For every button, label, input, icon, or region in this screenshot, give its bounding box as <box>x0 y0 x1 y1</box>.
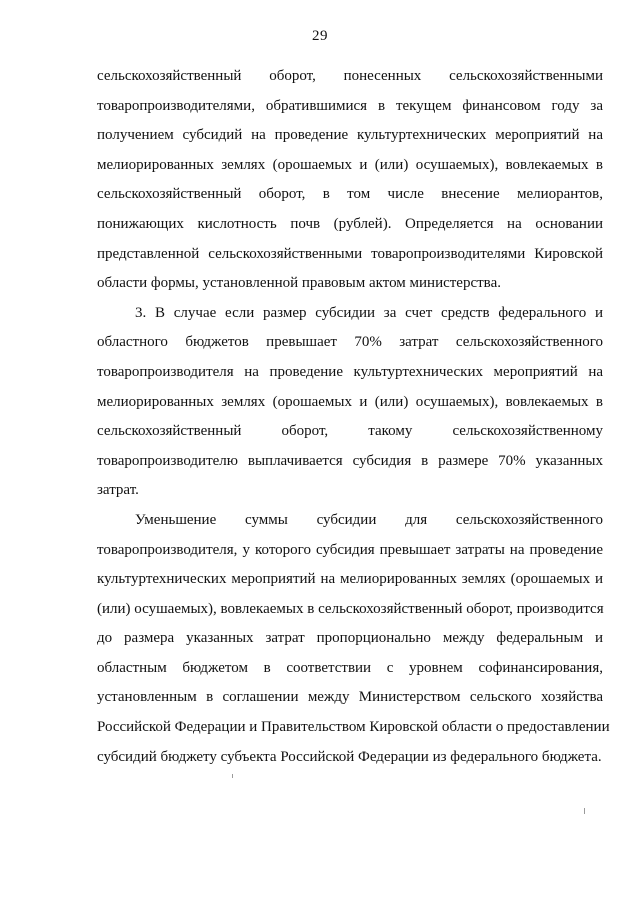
text-line: сельскохозяйственный оборот, понесенных сельскохозяйственными <box>97 68 603 84</box>
text-line: областного бюджетов превышает 70% затрат сельскохозяйственного <box>97 334 603 351</box>
text-line: товаропроизводителями, обратившимися в текущем финансовом году за <box>97 97 603 114</box>
page-number: 29 <box>312 28 328 44</box>
text-line: товаропроизводителя, у которого субсидия превышает затраты на проведение <box>97 541 603 558</box>
paragraph-clause-3 <box>97 299 603 506</box>
document-body <box>97 62 610 772</box>
text-line: представленной сельскохозяйственными товаропроизводителями Кировской <box>97 245 603 262</box>
paragraph-continuation <box>97 62 603 299</box>
text-line: затрат. <box>97 482 139 499</box>
text-line: областным бюджетом в соответствии с уровнем софинансирования, <box>97 659 603 676</box>
text-line: Российской Федерации и Правительством Кировской области о предоставлении <box>97 719 610 736</box>
text-line: сельскохозяйственный оборот, такому сельскохозяйственному <box>97 423 603 440</box>
text-line: понижающих кислотность почв (рублей). Определяется на основании <box>97 215 603 232</box>
scan-artifact <box>232 774 233 778</box>
text-line: мелиорированных землях (орошаемых и (или) осушаемых), вовлекаемых в <box>97 156 603 173</box>
text-line: (или) осушаемых), вовлекаемых в сельскохозяйственный оборот, производится <box>97 600 604 617</box>
text-line: субсидий бюджету субъекта Российской Федерации из федерального бюджета. <box>97 748 602 765</box>
text-line: до размера указанных затрат пропорционально между федеральным и <box>97 630 603 647</box>
text-line: товаропроизводителя на проведение культуртехнических мероприятий на <box>97 363 603 380</box>
text-line: сельскохозяйственный оборот, в том числе внесение мелиорантов, <box>97 186 603 203</box>
text-line: Уменьшение суммы субсидии для сельскохозяйственного <box>135 511 603 528</box>
scan-artifact <box>584 808 585 814</box>
text-line: области формы, установленной правовым актом министерства. <box>97 275 501 292</box>
text-line: товаропроизводителю выплачивается субсидия в размере 70% указанных <box>97 452 603 469</box>
paragraph-reduction <box>97 506 610 772</box>
text-line: установленным в соглашении между Министерством сельского хозяйства <box>97 689 603 706</box>
text-line: 3. В случае если размер субсидии за счет средств федерального и <box>135 304 603 321</box>
text-line: культуртехнических мероприятий на мелиорированных землях (орошаемых и <box>97 571 603 588</box>
text-line: получением субсидий на проведение культуртехнических мероприятий на <box>97 127 603 144</box>
text-line: мелиорированных землях (орошаемых и (или) осушаемых), вовлекаемых в <box>97 393 603 410</box>
